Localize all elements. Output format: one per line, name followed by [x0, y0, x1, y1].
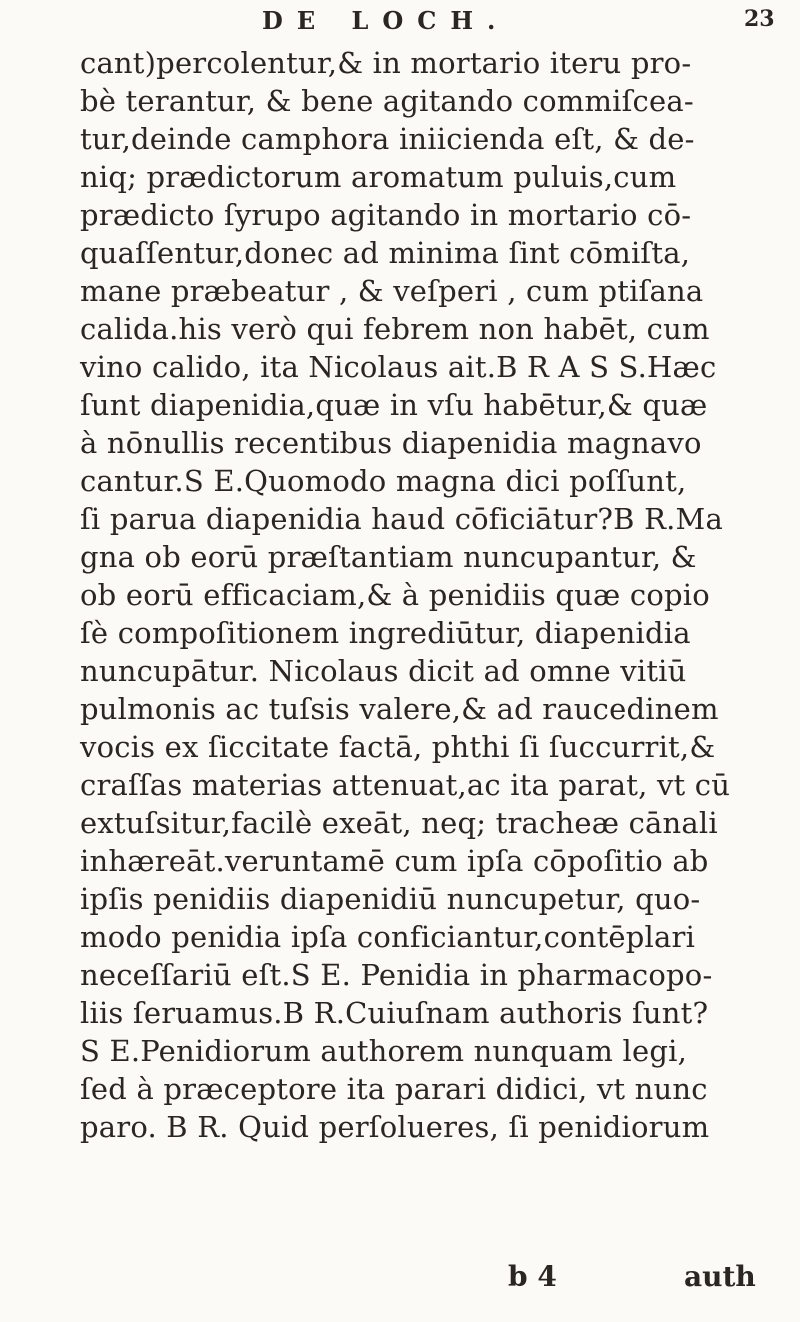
text-line: extuſsitur,facilè exeāt, neq; tracheæ cānali: [80, 806, 718, 840]
signature-mark: b 4: [508, 1260, 557, 1293]
text-line: neceſſariū eſt.S E. Penidia in pharmacopo-: [80, 958, 713, 992]
text-line: ob eorū efficaciam,& à penidiis quæ copio: [80, 578, 710, 612]
body-text: [80, 44, 760, 1146]
text-line: niq; prædictorum aromatum puluis,cum: [80, 160, 677, 194]
text-line: inhæreāt.veruntamē cum ipſa cōpoſitio ab: [80, 844, 709, 878]
text-line: ſed à præceptore ita parari didici, vt nunc: [80, 1072, 708, 1106]
page-header: [0, 6, 800, 36]
text-line: mane præbeatur , & veſperi , cum ptiſana: [80, 274, 704, 308]
text-line: paro. B R. Quid perſolueres, ſi penidiorum: [80, 1110, 710, 1144]
text-line: cantur.S E.Quomodo magna dici poſſunt,: [80, 464, 687, 498]
text-line: modo penidia ipſa conficiantur,contēplari: [80, 920, 696, 954]
text-line: pulmonis ac tuſsis valere,& ad raucedinem: [80, 692, 719, 726]
text-line: ſè compoſitionem ingrediūtur, diapenidia: [80, 616, 691, 650]
text-line: ſunt diapenidia,quæ in vſu habētur,& quæ: [80, 388, 708, 422]
text-line: bè terantur, & bene agitando commiſcea-: [80, 84, 694, 118]
running-title: DE LOCH.: [262, 6, 510, 35]
text-line: S E.Penidiorum authorem nunquam legi,: [80, 1034, 688, 1068]
text-line: calida.his verò qui febrem non habēt, cum: [80, 312, 710, 346]
text-line: vino calido, ita Nicolaus ait.B R A S S.Hæc: [80, 350, 717, 384]
text-line: prædicto ſyrupo agitando in mortario cō-: [80, 198, 692, 232]
text-line: à nōnullis recentibus diapenidia magnavo: [80, 426, 702, 460]
text-line: gna ob eorū præſtantiam nuncupantur, &: [80, 540, 697, 574]
text-line: cant)percolentur,& in mortario iteru pro-: [80, 46, 692, 80]
text-line: vocis ex ſiccitate factā, phthi ſi ſuccurrit,&: [80, 730, 716, 764]
text-line: craſſas materias attenuat,ac ita parat, vt cū: [80, 768, 731, 802]
page-footer: [0, 1260, 800, 1300]
text-line: liis ſeruamus.B R.Cuiuſnam authoris ſunt?: [80, 996, 709, 1030]
text-line: nuncupātur. Nicolaus dicit ad omne vitiū: [80, 654, 687, 688]
text-line: ſi parua diapenidia haud cōficiātur?B R.Ma: [80, 502, 723, 536]
text-line: ipſis penidiis diapenidiū nuncupetur, quo-: [80, 882, 701, 916]
page-number: 23: [744, 6, 775, 32]
text-line: quaſſentur,donec ad minima ſint cōmiſta,: [80, 236, 691, 270]
catchword: auth: [684, 1260, 756, 1293]
text-line: tur,deinde camphora iniicienda eſt, & de-: [80, 122, 695, 156]
